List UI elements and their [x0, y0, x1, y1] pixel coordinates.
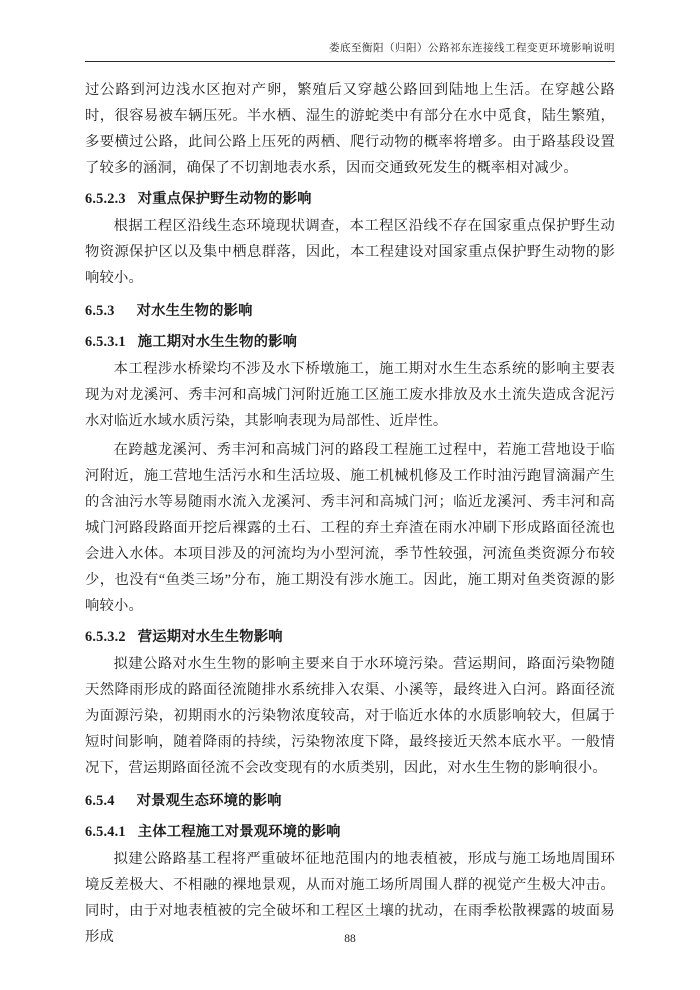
section-heading-6.5.4 — [85, 788, 615, 814]
heading-number: 6.5.3.1 — [85, 334, 126, 350]
heading-number: 6.5.4.1 — [85, 824, 126, 840]
heading-title: 营运期对水生生物影响 — [137, 629, 283, 645]
heading-number: 6.5.2.3 — [85, 191, 126, 207]
header-title: 娄底至衡阳（归阳）公路祁东连接线工程变更环境影响说明 — [329, 43, 615, 54]
heading-number: 6.5.4 — [85, 793, 115, 809]
heading-title: 对水生生物的影响 — [136, 303, 253, 319]
heading-title: 对景观生态环境的影响 — [136, 793, 282, 809]
heading-number: 6.5.3.2 — [85, 629, 126, 645]
page-number: 88 — [344, 933, 356, 945]
page-header — [0, 0, 700, 62]
heading-number: 6.5.3 — [85, 303, 115, 319]
heading-title: 对重点保护野生动物的影响 — [137, 191, 312, 207]
page-footer — [0, 933, 700, 945]
paragraph: 拟建公路对水生生物的影响主要来自于水环境污染。营运期间，路面污染物随天然降雨形成的路面径流随排水系统排入农渠、小溪等，最终进入白河。路面径流为面源污染，初期雨水的污染物浓度较高，对于临近水体的水质影响较大，但属于短时间影响，随着降雨的持续，污染物浓度下降，最终接近天然本底水平。一般情况下，营运期路面径流不会改变现有的水质类别，因此，对水生生物的影响很小。 — [85, 656, 615, 776]
paragraph: 本工程涉水桥梁均不涉及水下桥墩施工，施工期对水生生态系统的影响主要表现为对龙溪河、秀丰河和高城门河附近施工区施工废水排放及水土流失造成含泥污水对临近水域水质污染，其影响表现为局部性、近岸性。 — [85, 361, 615, 429]
heading-title: 施工期对水生生物的影响 — [137, 334, 298, 350]
heading-title: 主体工程施工对景观环境的影响 — [137, 824, 341, 840]
section-heading-6.5.3 — [85, 298, 615, 324]
section-heading-6.5.3.1 — [85, 329, 615, 355]
paragraph: 过公路到河边浅水区抱对产卵，繁殖后又穿越公路回到陆地上生活。在穿越公路时，很容易被车辆压死。半水栖、湿生的游蛇类中有部分在水中觅食，陆生繁殖，多要横过公路，此间公路上压死的两栖、爬行动物的概率将增多。由于路基段设置了较多的涵洞，确保了不切割地表水系，因而交通致死发生的概率相对减少。 — [85, 82, 615, 176]
paragraph: 在跨越龙溪河、秀丰河和高城门河的路段工程施工过程中，若施工营地设于临河附近，施工营地生活污水和生活垃圾、施工机械机修及工作时油污跑冒滴漏产生的含油污水等易随雨水流入龙溪河、秀丰河和高城门河；临近龙溪河、秀丰河和高城门河路段路面开挖后裸露的土石、工程的弃土弃渣在雨水冲刷下形成路面径流也会进入水体。本项目涉及的河流均为小型河流，季节性较强，河流鱼类资源分布较少，也没有“鱼类三场”分布，施工期没有涉水施工。因此，施工期对鱼类资源的影响较小。 — [85, 442, 615, 614]
paragraph: 根据工程区沿线生态环境现状调查，本工程区沿线不存在国家重点保护野生动物资源保护区以及集中栖息群落，因此，本工程建设对国家重点保护野生动物的影响较小。 — [85, 218, 615, 286]
section-heading-6.5.4.1 — [85, 819, 615, 845]
section-heading-6.5.3.2 — [85, 624, 615, 650]
document-body — [0, 62, 700, 950]
paragraph: 拟建公路路基工程将严重破坏征地范围内的地表植被，形成与施工场地周围环境反差极大、不相融的裸地景观，从而对施工场所周围人群的视觉产生极大冲击。同时，由于对地表植被的完全破坏和工程区土壤的扰动，在雨季松散裸露的坡面易形成 — [85, 851, 615, 945]
section-heading-6.5.2.3 — [85, 186, 615, 212]
